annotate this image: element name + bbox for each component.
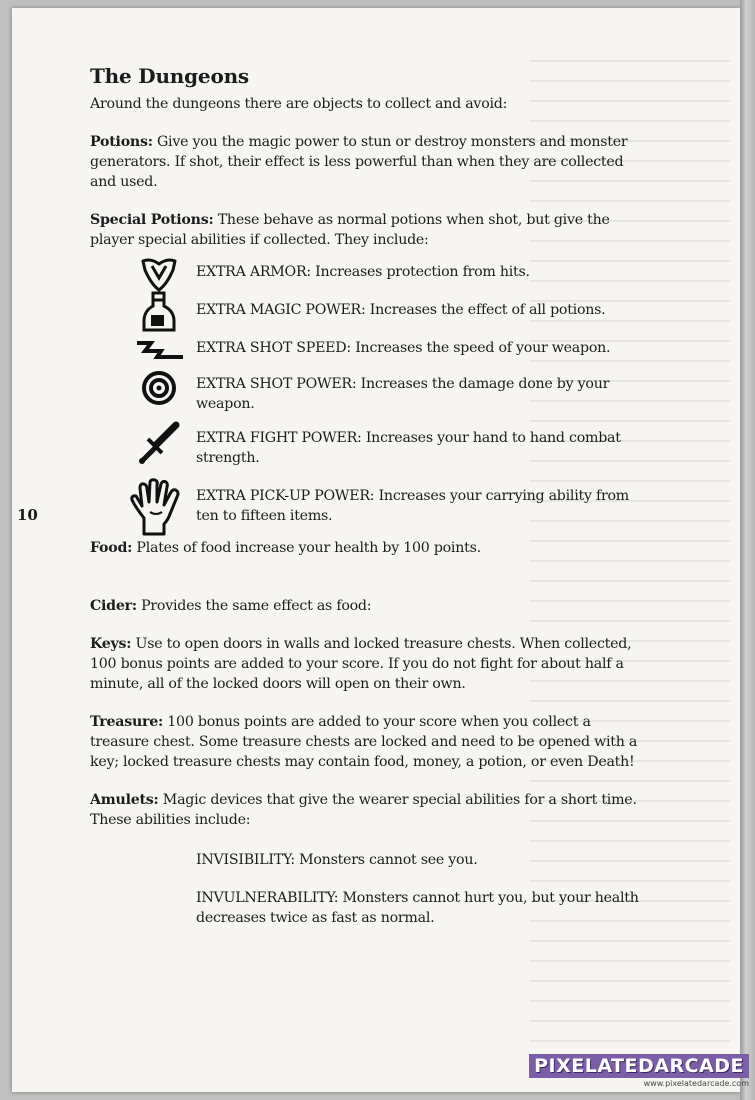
amulets-paragraph <box>90 790 650 830</box>
special-potions-label: Special Potions: <box>90 212 214 228</box>
extra-shot-power-text: EXTRA SHOT POWER: Increases the damage done by your weapon. <box>196 376 610 412</box>
special-potions-list <box>90 254 650 538</box>
list-item <box>90 366 650 420</box>
list-item <box>90 420 650 478</box>
treasure-text: 100 bonus points are added to your score when you collect a treasure chest. Some treasure chests are locked and need to be opened with a key; locked treasure chests may contain food, money, a potion, or even Death! <box>90 714 638 770</box>
amulet-invulnerability: INVULNERABILITY: Monsters cannot hurt you, but your health decreases twice as fast as normal. <box>196 890 639 926</box>
list-item <box>90 478 650 538</box>
amulets-text: Magic devices that give the wearer special abilities for a short time. These abilities include: <box>90 792 637 828</box>
amulets-label: Amulets: <box>90 792 159 808</box>
potions-text: Give you the magic power to stun or destroy monsters and monster generators. If shot, their effect is less powerful than when they are collected and used. <box>90 134 628 190</box>
keys-label: Keys: <box>90 636 132 652</box>
target-icon <box>128 366 190 410</box>
extra-pickup-power-text: EXTRA PICK-UP POWER: Increases your carrying ability from ten to fifteen items. <box>196 488 630 524</box>
keys-text: Use to open doors in walls and locked treasure chests. When collected, 100 bonus points are added to your score. If you do not fight for about half a minute, all of the locked doors will open on their own. <box>90 636 632 692</box>
intro-text: Around the dungeons there are objects to collect and avoid: <box>90 96 508 112</box>
watermark-url: www.pixelatedarcade.com <box>643 1079 749 1088</box>
list-item <box>90 330 650 366</box>
potions-label: Potions: <box>90 134 153 150</box>
treasure-paragraph <box>90 712 650 772</box>
keys-paragraph <box>90 634 650 694</box>
potions-paragraph <box>90 132 650 192</box>
extra-armor-text: EXTRA ARMOR: Increases protection from hits. <box>196 264 530 280</box>
cider-text: Provides the same effect as food: <box>136 598 372 614</box>
watermark <box>529 1054 749 1088</box>
lightning-icon <box>128 330 190 370</box>
extra-magic-text: EXTRA MAGIC POWER: Increases the effect of all potions. <box>196 302 606 318</box>
treasure-label: Treasure: <box>90 714 164 730</box>
food-text: Plates of food increase your health by 100 points. <box>132 540 481 556</box>
special-potions-text: These behave as normal potions when shot, but give the player special abilities if collected. They include: <box>90 212 610 248</box>
special-potions-paragraph <box>90 210 650 250</box>
list-item <box>90 292 650 330</box>
list-item <box>90 254 650 292</box>
cider-paragraph <box>90 596 650 616</box>
amulet-invisibility: INVISIBILITY: Monsters cannot see you. <box>196 852 478 868</box>
cider-label: Cider: <box>90 598 137 614</box>
hand-icon <box>128 478 190 536</box>
sword-icon <box>128 420 190 468</box>
extra-fight-power-text: EXTRA FIGHT POWER: Increases your hand to hand combat strength. <box>196 430 621 466</box>
page-edge <box>740 0 755 1100</box>
watermark-logo: PIXELATEDARCADE <box>529 1054 749 1078</box>
page-title: The Dungeons <box>90 64 249 88</box>
food-paragraph <box>90 538 650 558</box>
extra-shot-speed-text: EXTRA SHOT SPEED: Increases the speed of your weapon. <box>196 340 611 356</box>
food-label: Food: <box>90 540 133 556</box>
page-number: 10 <box>17 506 38 524</box>
page-content <box>90 64 650 928</box>
potion-bottle-icon <box>128 292 190 332</box>
shield-icon <box>128 254 190 294</box>
